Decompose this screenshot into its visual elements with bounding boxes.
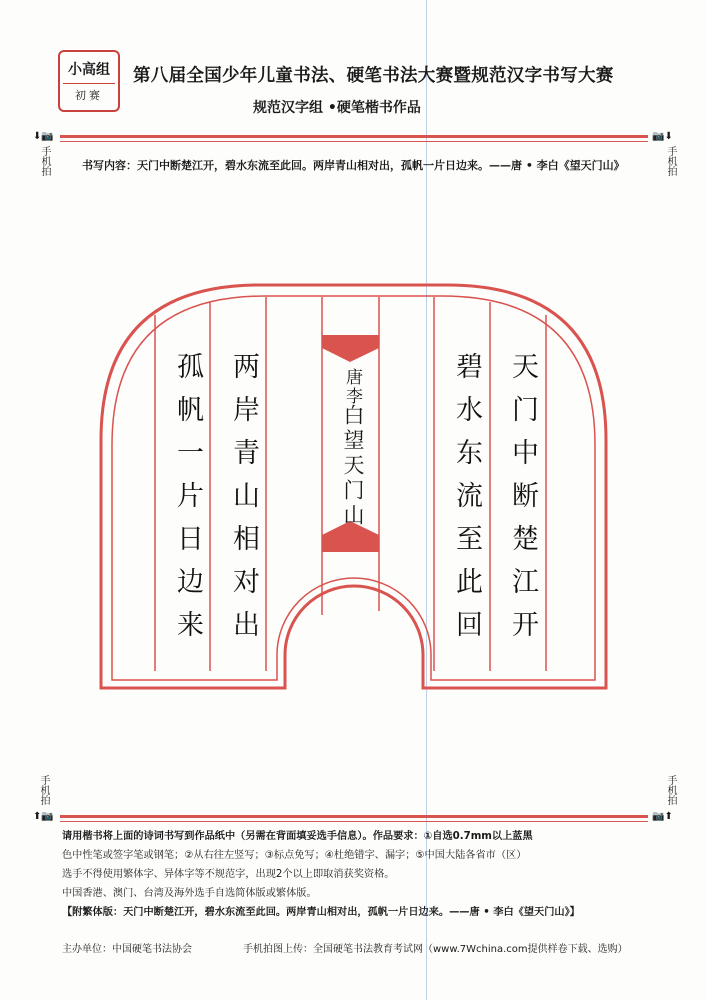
instruction-line: 中国香港、澳门、台湾及海外选手自选简体版或繁体版。: [62, 888, 317, 899]
page-subtitle: 规范汉字组 •硬笔楷书作品: [253, 100, 421, 116]
instructions-block: [62, 827, 652, 922]
title-col-top-ornament: [322, 335, 379, 362]
poem-column-4: 孤帆一片日边来: [172, 352, 203, 653]
phone-shot-label-bottom-left: 手机拍: [38, 775, 49, 805]
page-title: 第八届全国少年儿童书法、硬笔书法大赛暨规范汉字书写大赛: [133, 66, 614, 86]
badge-round-label: 初赛: [75, 89, 103, 102]
instruction-line: 选手不得使用繁体字、异体字等不规范字，出现2个以上即取消获奖资格。: [62, 869, 395, 880]
traditional-version-note: 【附繁体版：天门中断楚江开，碧水东流至此回。两岸青山相对出，孤帆一片日边来。——唐 • 李白《望天门山》】: [62, 907, 580, 918]
badge-group-label: 小高组: [63, 59, 115, 84]
instruction-line: 请用楷书将上面的诗词书写到作品纸中（另需在背面填妥选手信息）。作品要求：①自选0.7mm以上蓝黑: [62, 831, 533, 842]
poem-column-2: 碧水东流至此回: [451, 352, 482, 653]
camera-download-icon: 📷⬇: [652, 131, 673, 142]
organizer-text: 主办单位：中国硬笔书法协会: [62, 944, 192, 955]
poem-column-1: 天门中断楚江开: [507, 352, 538, 653]
phone-shot-label-top-right: 手机拍: [665, 146, 676, 176]
writing-content: 书写内容：天门中断楚江开，碧水东流至此回。两岸青山相对出，孤帆一片日边来。——唐 • 李白《望天门山》: [82, 159, 625, 172]
poem-column-3: 两岸青山相对出: [228, 352, 259, 653]
phone-shot-label-top-left: 手机拍: [39, 146, 50, 176]
title-col-author-prefix: 唐李: [342, 368, 362, 406]
phone-shot-label-bottom-right: 手机拍: [665, 775, 676, 805]
upload-info-text: 手机拍图上传：全国硬笔书法教育考试网（www.7Wchina.com提供样卷下载、选购）: [243, 944, 628, 955]
upload-camera-icon: ⬆📷: [33, 811, 54, 822]
title-col-poem-name: 白望天门山: [341, 404, 365, 529]
bottom-divider: [60, 815, 648, 822]
download-camera-icon: ⬇📷: [33, 131, 54, 142]
camera-upload-icon: 📷⬆: [652, 811, 673, 822]
instruction-line: 色中性笔或签字笔或钢笔；②从右往左竖写；③标点免写；④杜绝错字、漏字；⑤中国大陆各省市（区）: [62, 850, 527, 861]
